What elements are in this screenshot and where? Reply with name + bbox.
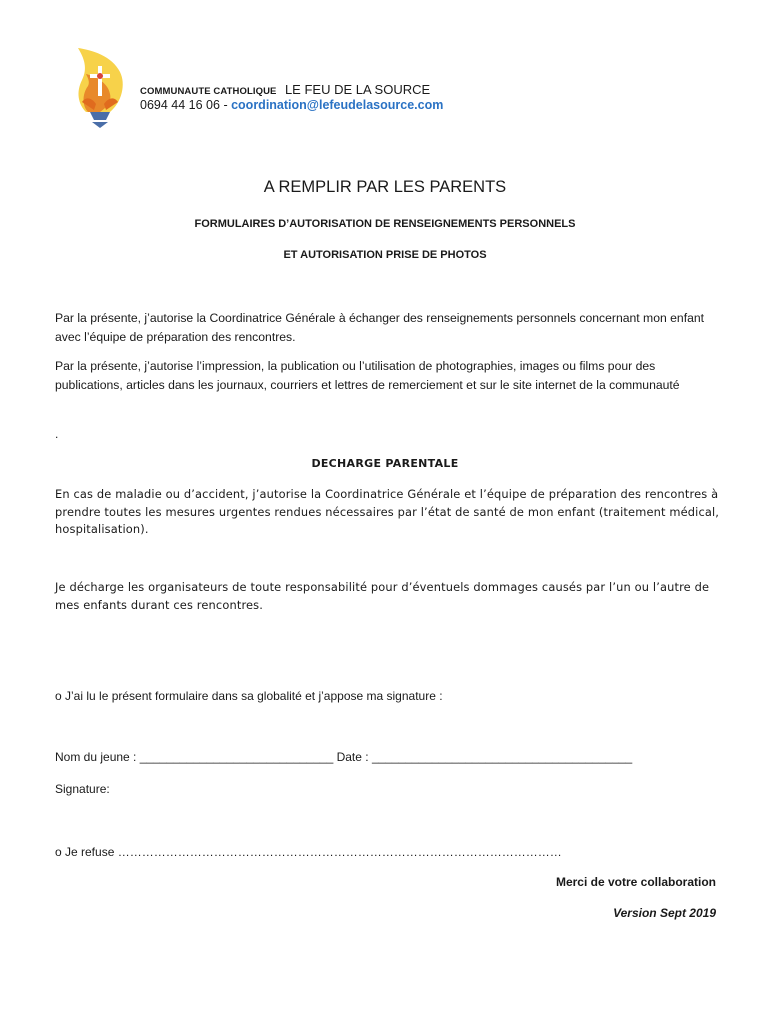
authorization-paragraph-photos: Par la présente, j’autorise l’impression, la publication ou l’utilisation de photographies, images ou films pour des publications, articles dans les journaux, courriers et lettres de remerciement et sur le site internet de la communauté (55, 359, 680, 392)
page-title: A REMPLIR PAR LES PARENTS (263, 178, 507, 196)
logo (72, 46, 128, 128)
refuse-checkbox-line[interactable]: o Je refuse ………………………………………………………………………………………………… (55, 845, 562, 859)
contact-line (140, 98, 443, 112)
flame-cross-logo-icon (72, 46, 128, 128)
organization-type: COMMUNAUTE CATHOLIQUE (140, 86, 277, 97)
authorization-paragraph-info: Par la présente, j’autorise la Coordinatrice Générale à échanger des renseignements personnels concernant mon enfant avec l’équipe de préparation des rencontres. (55, 311, 705, 344)
organization-header (140, 81, 430, 99)
stray-dot: . (55, 427, 59, 441)
organization-name: LE FEU DE LA SOURCE (284, 82, 431, 97)
phone-number: 0694 44 16 06 (140, 98, 220, 112)
form-subtitle-1: FORMULAIRES D’AUTORISATION DE RENSEIGNEMENTS PERSONNELS (194, 218, 576, 230)
version-text: Version Sept 2019 (613, 906, 716, 920)
name-date-field-line[interactable]: Nom du jeune : _____________________________ Date : _______________________________________ (55, 750, 633, 764)
thanks-text: Merci de votre collaboration (555, 875, 716, 889)
decharge-paragraph-liability: Je décharge les organisateurs de toute responsabilité pour d’éventuels dommages causés par l’un ou l’autre de mes enfants durant ces rencontres. (55, 580, 710, 612)
decharge-paragraph-medical: En cas de maladie ou d’accident, j’autorise la Coordinatrice Générale et l’équipe de préparation des rencontres à prendre toutes les mesures urgentes rendues nécessaires par l’état de santé de mon enfant (traitement médical, hospitalisation). (55, 487, 720, 536)
signature-label: Signature: (55, 782, 110, 796)
form-subtitle-2: ET AUTORISATION PRISE DE PHOTOS (283, 249, 487, 261)
acknowledge-checkbox-line[interactable]: o J’ai lu le présent formulaire dans sa globalité et j’appose ma signature : (55, 689, 443, 703)
decharge-title: DECHARGE PARENTALE (311, 457, 459, 470)
contact-separator: - (223, 98, 228, 112)
email-link[interactable]: coordination@lefeudelasource.com (231, 98, 444, 112)
